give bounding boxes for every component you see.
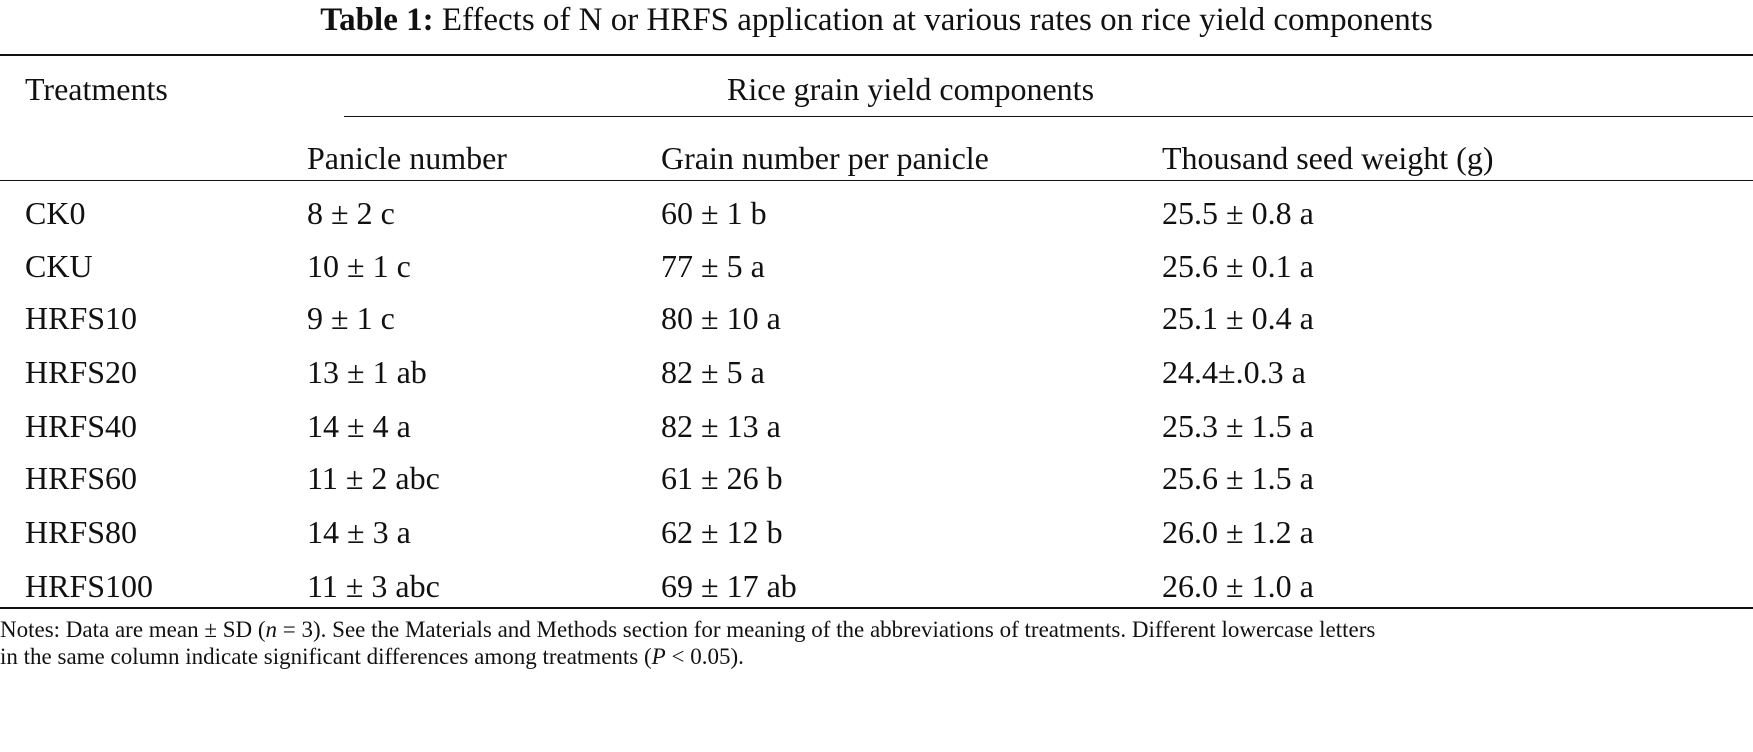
header-thousand-seed-weight: Thousand seed weight (g) — [1162, 140, 1494, 176]
cell-panicle: 10 ± 1 c — [307, 248, 411, 284]
table-caption — [0, 0, 1753, 40]
notes-line1-start: Notes: Data are mean ± SD ( — [0, 617, 266, 642]
notes-line1-end: = 3). See the Materials and Methods section for meaning of the abbreviations of treatments. Different lowercase letters — [277, 617, 1376, 642]
cell-tsw: 25.6 ± 1.5 a — [1162, 460, 1314, 496]
cell-treatment: HRFS10 — [25, 300, 138, 336]
cell-tsw: 25.5 ± 0.8 a — [1162, 195, 1314, 231]
header-treatments: Treatments — [25, 71, 168, 107]
header-rule — [0, 180, 1753, 181]
cell-tsw: 26.0 ± 1.0 a — [1162, 568, 1314, 604]
notes-p-symbol: P — [651, 644, 666, 669]
group-rule — [344, 116, 1753, 117]
cell-panicle: 11 ± 3 abc — [307, 568, 440, 604]
table-label: Table 1: — [320, 2, 434, 38]
cell-treatment: HRFS40 — [25, 408, 138, 444]
cell-panicle: 14 ± 4 a — [307, 408, 411, 444]
cell-tsw: 25.6 ± 0.1 a — [1162, 248, 1314, 284]
cell-tsw: 26.0 ± 1.2 a — [1162, 514, 1314, 550]
cell-panicle: 13 ± 1 ab — [307, 354, 427, 390]
cell-grain: 82 ± 13 a — [661, 408, 781, 444]
cell-grain: 61 ± 26 b — [661, 460, 783, 496]
notes-n-symbol: n — [265, 617, 278, 642]
cell-treatment: HRFS80 — [25, 514, 138, 550]
cell-treatment: HRFS100 — [25, 568, 154, 604]
top-rule — [0, 54, 1753, 56]
header-grain-number: Grain number per panicle — [661, 140, 989, 176]
cell-tsw: 24.4±.0.3 a — [1162, 354, 1306, 390]
cell-treatment: CK0 — [25, 195, 86, 231]
cell-panicle: 11 ± 2 abc — [307, 460, 440, 496]
bottom-rule — [0, 607, 1753, 609]
notes-line2-end: < 0.05). — [665, 644, 744, 669]
cell-treatment: HRFS20 — [25, 354, 138, 390]
notes-line2-start: in the same column indicate significant differences among treatments ( — [0, 644, 652, 669]
table-title: Effects of N or HRFS application at various rates on rice yield components — [441, 2, 1433, 38]
cell-treatment: CKU — [25, 248, 93, 284]
cell-grain: 77 ± 5 a — [661, 248, 765, 284]
header-panicle-number: Panicle number — [307, 140, 507, 176]
table-notes-line-1 — [0, 617, 1375, 642]
cell-panicle: 14 ± 3 a — [307, 514, 411, 550]
cell-treatment: HRFS60 — [25, 460, 138, 496]
cell-tsw: 25.3 ± 1.5 a — [1162, 408, 1314, 444]
cell-grain: 69 ± 17 ab — [661, 568, 797, 604]
cell-grain: 60 ± 1 b — [661, 195, 767, 231]
cell-tsw: 25.1 ± 0.4 a — [1162, 300, 1314, 336]
header-group: Rice grain yield components — [727, 71, 1095, 107]
cell-grain: 82 ± 5 a — [661, 354, 765, 390]
cell-panicle: 8 ± 2 c — [307, 195, 395, 231]
cell-grain: 80 ± 10 a — [661, 300, 781, 336]
cell-panicle: 9 ± 1 c — [307, 300, 395, 336]
cell-grain: 62 ± 12 b — [661, 514, 783, 550]
table-notes-line-2 — [0, 644, 744, 669]
